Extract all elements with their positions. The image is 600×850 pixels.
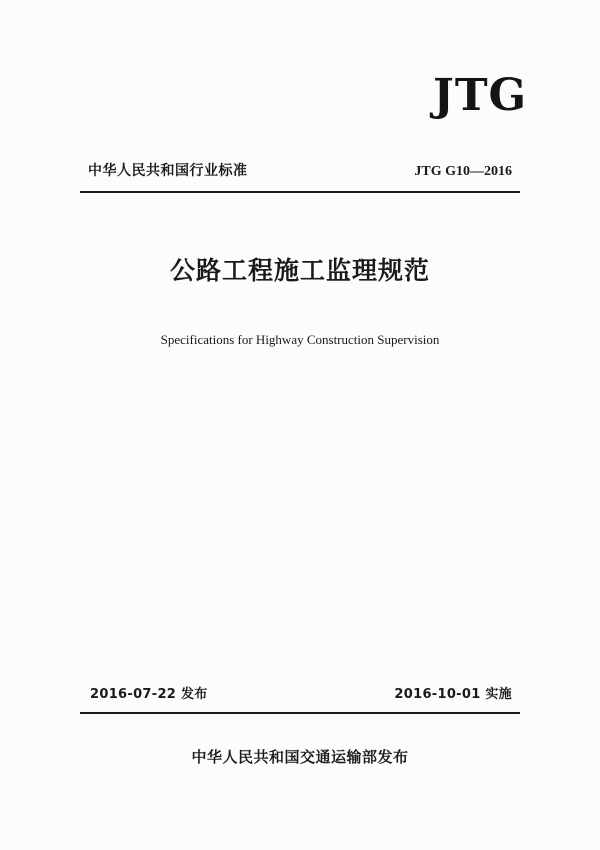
effective-date: 2016-10-01 实施 <box>394 687 512 702</box>
top-divider <box>80 191 520 193</box>
document-title-chinese: 公路工程施工监理规范 <box>169 256 430 285</box>
bottom-divider <box>80 712 520 714</box>
publisher: 中华人民共和国交通运输部发布 <box>191 748 409 766</box>
issue-date: 2016-07-22 发布 <box>90 687 208 702</box>
standard-code: JTG G10—2016 <box>414 164 512 179</box>
jtg-logo: JTG <box>433 70 528 121</box>
standard-category: 中华人民共和国行业标准 <box>88 163 248 179</box>
document-title-english: Specifications for Highway Construction Supervision <box>160 332 440 347</box>
